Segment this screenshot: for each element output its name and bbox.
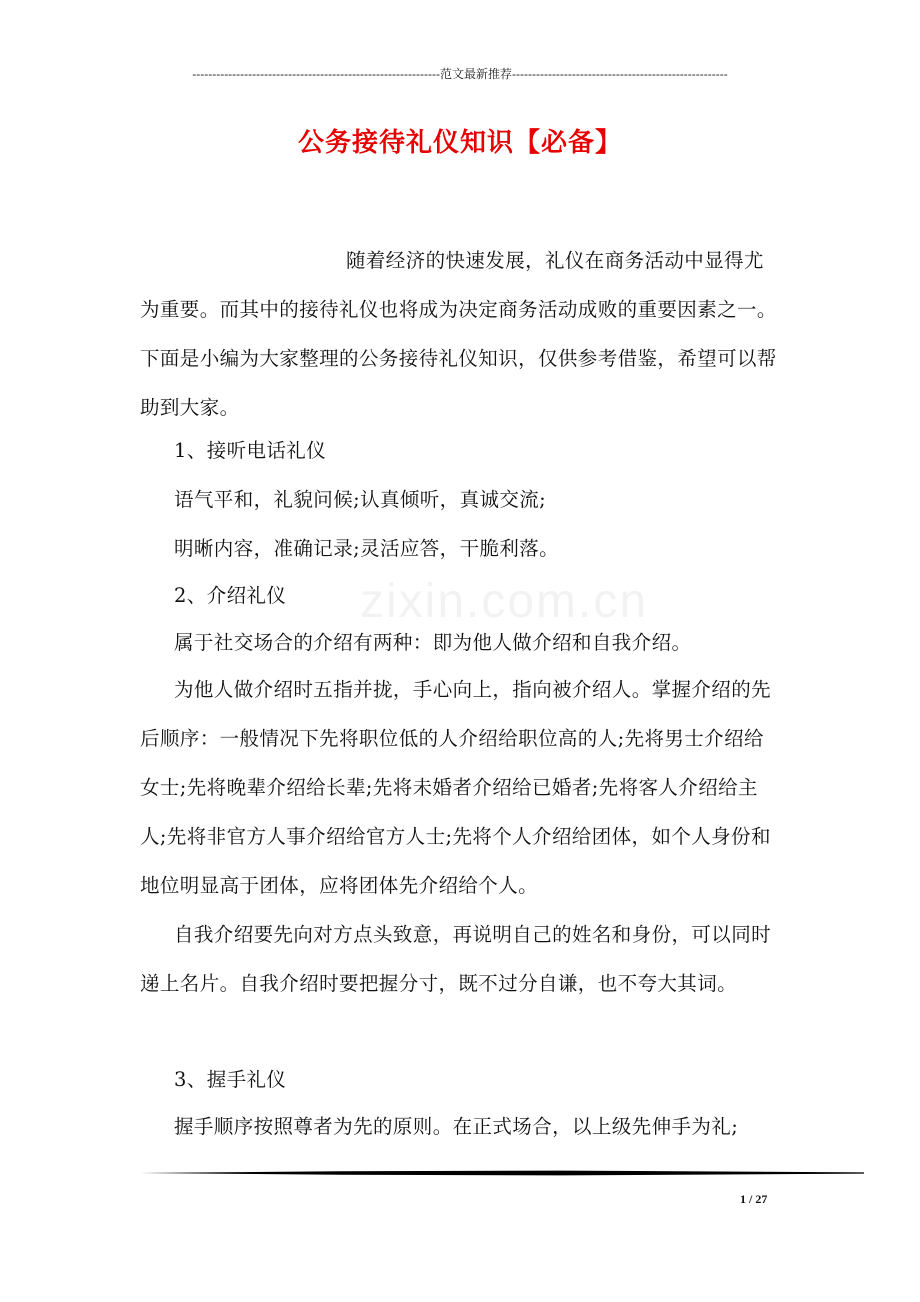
- section-heading-1: 1、接听电话礼仪: [174, 439, 327, 462]
- section2-para-3: 自我介绍要先向对方点头致意，再说明自己的姓名和身份，可以同时递上名片。自我介绍时要把握分寸，既不过分自谦，也不夸大其词。: [140, 923, 772, 995]
- watermark: zixin.com.cn: [360, 575, 649, 628]
- section3-para-1: 握手顺序按照尊者为先的原则。在正式场合，以上级先伸手为礼;: [174, 1115, 739, 1138]
- footer-rule: [140, 1170, 864, 1176]
- section2-para-2: 为他人做介绍时五指并拢，手心向上，指向被介绍人。掌握介绍的先后顺序：一般情况下先将职位低的人介绍给职位高的人;先将男士介绍给女士;先将晚辈介绍给长辈;先将未婚者介绍给已婚者;先将客人介绍给主人;先将非官方人事介绍给官方人士;先将个人介绍给团体，如个人身份和地位明显高于团体，应将团体先介绍给个人。: [140, 678, 772, 897]
- section1-line-2: 明晰内容，准确记录;灵活应答，干脆利落。: [174, 537, 560, 560]
- section1-line-1: 语气平和，礼貌问候;认真倾听，真诚交流;: [174, 488, 547, 511]
- intro-text: 随着经济的快速发展，礼仪在商务活动中显得尤为重要。而其中的接待礼仪也将成为决定商务活动成败的重要因素之一。下面是小编为大家整理的公务接待礼仪知识，仅供参考借鉴，希望可以帮助到大家。: [140, 249, 777, 419]
- section-heading-2: 2、介绍礼仪: [174, 584, 287, 607]
- page-header: --------------------------------------------------------------范文最新推荐------------------------------------------------------: [192, 67, 728, 81]
- section2-para-1: 属于社交场合的介绍有两种：即为他人做介绍和自我介绍。: [174, 631, 692, 654]
- section-heading-3: 3、握手礼仪: [174, 1068, 287, 1091]
- intro-paragraph: [140, 236, 782, 432]
- page-number: 1 / 27: [740, 1192, 768, 1206]
- document-title: 公务接待礼仪知识【必备】: [297, 128, 622, 158]
